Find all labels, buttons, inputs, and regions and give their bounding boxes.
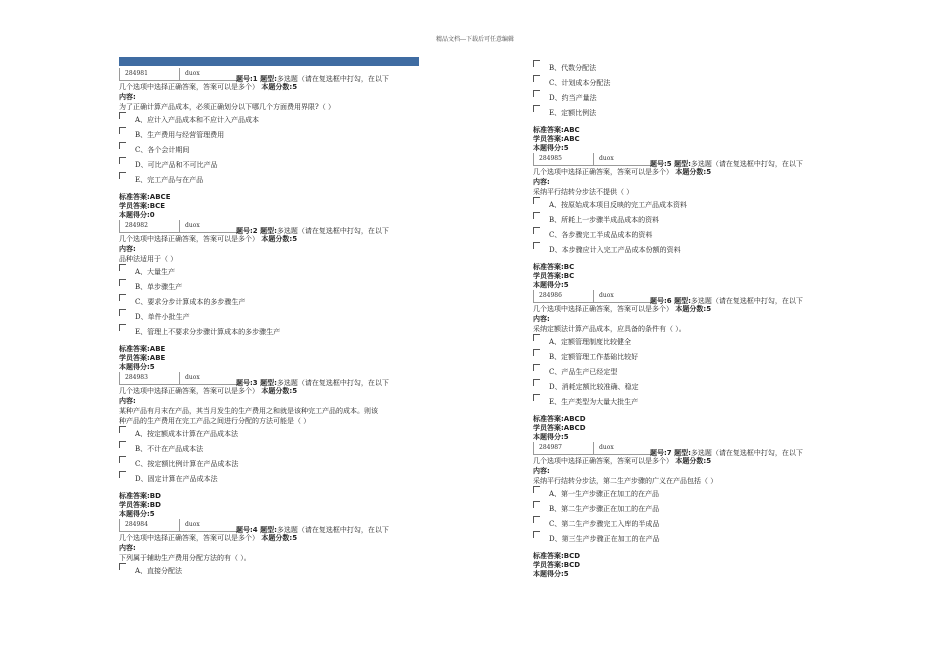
answer-option[interactable] <box>119 563 419 578</box>
standard-answer: 标准答案:ABE <box>119 345 166 353</box>
answer-option[interactable] <box>533 105 833 120</box>
question-block <box>533 60 833 153</box>
content-label: 内容: <box>119 544 136 552</box>
question-score: 本题分数:5 <box>259 387 298 395</box>
checkbox[interactable] <box>119 142 126 149</box>
student-answer: 学员答案:BCE <box>119 202 166 210</box>
student-answer: 学员答案:BCD <box>533 561 581 569</box>
question-info <box>650 159 803 169</box>
checkbox[interactable] <box>533 516 540 523</box>
option-text: A、第一生产步骤正在加工的在产品 <box>549 490 660 498</box>
question-type-text-2: 几个选项中选择正确答案，答案可以是多个） <box>533 168 673 176</box>
question-type-text: 多选题（请在复选框中打勾，在以下 <box>690 160 803 168</box>
question-number: 题号:6 <box>650 297 672 305</box>
question-info <box>236 525 389 535</box>
obtained-score: 本题得分:5 <box>533 144 569 152</box>
option-text: C、第二生产步骤完工入库的半成品 <box>549 520 660 528</box>
question-info <box>650 448 803 458</box>
answer-option[interactable] <box>119 127 419 142</box>
question-type-text: 多选题（请在复选框中打勾，在以下 <box>276 379 389 387</box>
question-type-text-2: 几个选项中选择正确答案，答案可以是多个） <box>533 305 673 313</box>
option-text: D、第三生产步骤正在加工的在产品 <box>549 535 660 543</box>
question-id-row <box>533 153 833 167</box>
checkbox[interactable] <box>119 127 126 134</box>
question-block <box>119 220 419 372</box>
answer-option[interactable] <box>533 90 833 105</box>
question-type-text: 多选题（请在复选框中打勾，在以下 <box>276 227 389 235</box>
question-type-label: 题型: <box>671 160 691 168</box>
checkbox[interactable] <box>119 157 126 164</box>
answer-option[interactable] <box>533 227 833 242</box>
question-score: 本题分数:5 <box>673 168 712 176</box>
checkbox[interactable] <box>533 364 540 371</box>
question-tag: duox <box>593 153 653 166</box>
checkbox[interactable] <box>119 324 126 331</box>
question-number: 题号:1 <box>236 75 258 83</box>
question-score: 本题分数:5 <box>673 305 712 313</box>
answer-option[interactable] <box>533 75 833 90</box>
option-text: D、可比产品和不可比产品 <box>135 161 218 169</box>
answer-option[interactable] <box>119 112 419 127</box>
question-type-text: 多选题（请在复选框中打勾，在以下 <box>690 449 803 457</box>
question-tag: duox <box>179 372 239 385</box>
standard-answer: 标准答案:ABCD <box>533 415 586 423</box>
question-number: 题号:7 <box>650 449 672 457</box>
question-score: 本题分数:5 <box>673 457 712 465</box>
content-label: 内容: <box>119 245 136 253</box>
option-text: C、各个会计期间 <box>135 146 190 154</box>
checkbox[interactable] <box>533 242 540 249</box>
question-id-row <box>119 519 419 533</box>
answer-option[interactable] <box>533 334 833 349</box>
option-text: D、消耗定额比较准确、稳定 <box>549 383 639 391</box>
question-tag: duox <box>593 290 653 303</box>
obtained-score: 本题得分:0 <box>119 211 155 219</box>
checkbox[interactable] <box>119 441 126 448</box>
answer-option[interactable] <box>533 394 833 409</box>
answer-option[interactable] <box>119 471 419 486</box>
question-tag: duox <box>179 519 239 532</box>
option-text: E、定额比例法 <box>549 109 597 117</box>
checkbox[interactable] <box>533 227 540 234</box>
obtained-score: 本题得分:5 <box>533 281 569 289</box>
checkbox[interactable] <box>533 105 540 112</box>
question-block <box>533 442 833 579</box>
page-header: 精品文档---下载后可任意编辑 <box>435 36 515 43</box>
answer-option[interactable] <box>119 279 419 294</box>
question-type-text: 多选题（请在复选框中打勾，在以下 <box>690 297 803 305</box>
question-score: 本题分数:5 <box>259 534 298 542</box>
question-content: 下列属于辅助生产费用分配方法的有（ ）。 <box>119 554 251 562</box>
title-bar <box>119 57 419 66</box>
question-id-row <box>119 220 419 234</box>
answer-option[interactable] <box>119 172 419 187</box>
question-type-text-2: 几个选项中选择正确答案，答案可以是多个） <box>119 83 259 91</box>
obtained-score: 本题得分:5 <box>119 363 155 371</box>
question-id-row <box>533 290 833 304</box>
answer-option[interactable] <box>119 294 419 309</box>
content-label: 内容: <box>119 397 136 405</box>
option-text: A、按原始成本项目反映的完工产品成本资料 <box>549 201 688 209</box>
student-answer: 学员答案:BC <box>533 272 575 280</box>
checkbox[interactable] <box>119 264 126 271</box>
option-text: C、要求分步计算成本的多步骤生产 <box>135 298 246 306</box>
option-text: C、计划成本分配法 <box>549 79 611 87</box>
question-type-label: 题型: <box>257 75 277 83</box>
question-content: 为了正确计算产品成本，必须正确划分以下哪几个方面费用界限?（ ） <box>119 103 335 111</box>
obtained-score: 本题得分:5 <box>119 510 155 518</box>
option-text: A、大量生产 <box>135 268 176 276</box>
standard-answer: 标准答案:BCD <box>533 552 581 560</box>
checkbox[interactable] <box>533 501 540 508</box>
option-text: A、按定额成本计算在产品成本法 <box>135 430 239 438</box>
option-text: C、各步骤完工半成品成本的资料 <box>549 231 653 239</box>
question-id: 284981 <box>119 68 179 81</box>
question-type-label: 题型: <box>671 297 691 305</box>
checkbox[interactable] <box>533 212 540 219</box>
question-type-text-2: 几个选项中选择正确答案，答案可以是多个） <box>533 457 673 465</box>
checkbox[interactable] <box>119 426 126 433</box>
option-text: C、产品生产已经定型 <box>549 368 618 376</box>
question-content: 种产品的生产费用在完工产品之间进行分配的方法可能是（ ） <box>119 417 311 425</box>
checkbox[interactable] <box>119 456 126 463</box>
checkbox[interactable] <box>119 563 126 570</box>
content-label: 内容: <box>533 315 550 323</box>
question-content: 采纳定额法计算产品成本，应具备的条件有（ ）。 <box>533 325 686 333</box>
question-type-text-2: 几个选项中选择正确答案，答案可以是多个） <box>119 534 259 542</box>
answer-option[interactable] <box>533 242 833 257</box>
obtained-score: 本题得分:5 <box>533 570 569 578</box>
checkbox[interactable] <box>533 379 540 386</box>
option-text: C、按定额比例计算在产品成本法 <box>135 460 239 468</box>
option-text: E、完工产品与在产品 <box>135 176 204 184</box>
standard-answer: 标准答案:ABC <box>533 126 580 134</box>
question-info <box>236 378 389 388</box>
standard-answer: 标准答案:ABCE <box>119 193 171 201</box>
answer-option[interactable] <box>119 456 419 471</box>
checkbox[interactable] <box>533 334 540 341</box>
question-type-text-2: 几个选项中选择正确答案，答案可以是多个） <box>119 387 259 395</box>
question-info <box>236 74 389 84</box>
checkbox[interactable] <box>533 75 540 82</box>
question-type-label: 题型: <box>257 379 277 387</box>
option-text: B、单步骤生产 <box>135 283 183 291</box>
left-column <box>119 68 419 578</box>
option-text: A、应计入产品成本和不应计入产品成本 <box>135 116 260 124</box>
checkbox[interactable] <box>119 279 126 286</box>
question-type-text: 多选题（请在复选框中打勾，在以下 <box>276 75 389 83</box>
question-type-text: 多选题（请在复选框中打勾，在以下 <box>276 526 389 534</box>
answer-option[interactable] <box>119 157 419 172</box>
checkbox[interactable] <box>119 294 126 301</box>
obtained-score: 本题得分:5 <box>533 433 569 441</box>
checkbox[interactable] <box>533 394 540 401</box>
answer-option[interactable] <box>533 516 833 531</box>
content-label: 内容: <box>533 178 550 186</box>
answer-option[interactable] <box>533 212 833 227</box>
answer-option[interactable] <box>533 501 833 516</box>
standard-answer: 标准答案:BD <box>119 492 161 500</box>
checkbox[interactable] <box>533 531 540 538</box>
option-text: D、约当产量法 <box>549 94 597 102</box>
checkbox[interactable] <box>119 471 126 478</box>
student-answer: 学员答案:ABE <box>119 354 166 362</box>
checkbox[interactable] <box>119 112 126 119</box>
option-text: B、不计在产品成本法 <box>135 445 204 453</box>
answer-option[interactable] <box>533 486 833 501</box>
option-text: A、定额管理制度比较健全 <box>549 338 632 346</box>
checkbox[interactable] <box>533 486 540 493</box>
option-text: A、直接分配法 <box>135 567 183 575</box>
answer-option[interactable] <box>119 264 419 279</box>
checkbox[interactable] <box>533 60 540 67</box>
answer-option[interactable] <box>533 60 833 75</box>
question-id: 284982 <box>119 220 179 233</box>
option-text: B、定额管理工作基础比较好 <box>549 353 639 361</box>
answer-option[interactable] <box>119 426 419 441</box>
answer-option[interactable] <box>533 364 833 379</box>
question-type-text-2: 几个选项中选择正确答案，答案可以是多个） <box>119 235 259 243</box>
option-text: E、生产类型为大量大批生产 <box>549 398 639 406</box>
checkbox[interactable] <box>119 309 126 316</box>
content-label: 内容: <box>119 93 136 101</box>
standard-answer: 标准答案:BC <box>533 263 575 271</box>
question-content: 品种法适用于（ ） <box>119 255 178 263</box>
question-block <box>119 519 419 578</box>
question-block <box>119 68 419 220</box>
option-text: B、所耗上一步骤半成品成本的资料 <box>549 216 660 224</box>
option-text: D、单件小批生产 <box>135 313 190 321</box>
question-id-row <box>533 442 833 456</box>
student-answer: 学员答案:ABCD <box>533 424 586 432</box>
student-answer: 学员答案:ABC <box>533 135 580 143</box>
question-number: 题号:2 <box>236 227 258 235</box>
question-content: 采纳平行结转分步法，第二生产步骤的广义在产品包括（ ） <box>533 477 718 485</box>
option-text: E、管理上不要求分步骤计算成本的多步骤生产 <box>135 328 281 336</box>
question-block <box>533 290 833 442</box>
right-column <box>533 60 833 579</box>
option-text: B、代数分配法 <box>549 64 597 72</box>
question-id: 284985 <box>533 153 593 166</box>
question-type-label: 题型: <box>257 526 277 534</box>
question-info <box>236 226 389 236</box>
question-tag: duox <box>593 442 653 455</box>
question-id: 284983 <box>119 372 179 385</box>
question-block <box>119 372 419 519</box>
question-score: 本题分数:5 <box>259 235 298 243</box>
checkbox[interactable] <box>119 172 126 179</box>
question-tag: duox <box>179 220 239 233</box>
answer-option[interactable] <box>119 324 419 339</box>
question-number: 题号:4 <box>236 526 258 534</box>
question-id: 284986 <box>533 290 593 303</box>
option-text: D、固定计算在产品成本法 <box>135 475 218 483</box>
question-info <box>650 296 803 306</box>
question-tag: duox <box>179 68 239 81</box>
answer-option[interactable] <box>533 531 833 546</box>
question-content: 采纳平行结转分步法不提供（ ） <box>533 188 634 196</box>
question-content: 某种产品有月末在产品，其当月发生的生产费用之和就是该种完工产品的成本。则该 <box>119 407 378 415</box>
question-number: 题号:5 <box>650 160 672 168</box>
answer-option[interactable] <box>533 197 833 212</box>
question-block <box>533 153 833 290</box>
checkbox[interactable] <box>533 90 540 97</box>
answer-option[interactable] <box>119 441 419 456</box>
question-id-row <box>119 372 419 386</box>
question-type-label: 题型: <box>257 227 277 235</box>
question-score: 本题分数:5 <box>259 83 298 91</box>
student-answer: 学员答案:BD <box>119 501 161 509</box>
question-id: 284984 <box>119 519 179 532</box>
checkbox[interactable] <box>533 349 540 356</box>
answer-option[interactable] <box>533 349 833 364</box>
content-label: 内容: <box>533 467 550 475</box>
answer-option[interactable] <box>533 379 833 394</box>
answer-option[interactable] <box>119 142 419 157</box>
question-id: 284987 <box>533 442 593 455</box>
question-type-label: 题型: <box>671 449 691 457</box>
option-text: D、本步骤应计入完工产品成本份额的资料 <box>549 246 681 254</box>
option-text: B、生产费用与经营管理费用 <box>135 131 225 139</box>
question-number: 题号:3 <box>236 379 258 387</box>
answer-option[interactable] <box>119 309 419 324</box>
option-text: B、第二生产步骤正在加工的在产品 <box>549 505 660 513</box>
question-id-row <box>119 68 419 82</box>
checkbox[interactable] <box>533 197 540 204</box>
